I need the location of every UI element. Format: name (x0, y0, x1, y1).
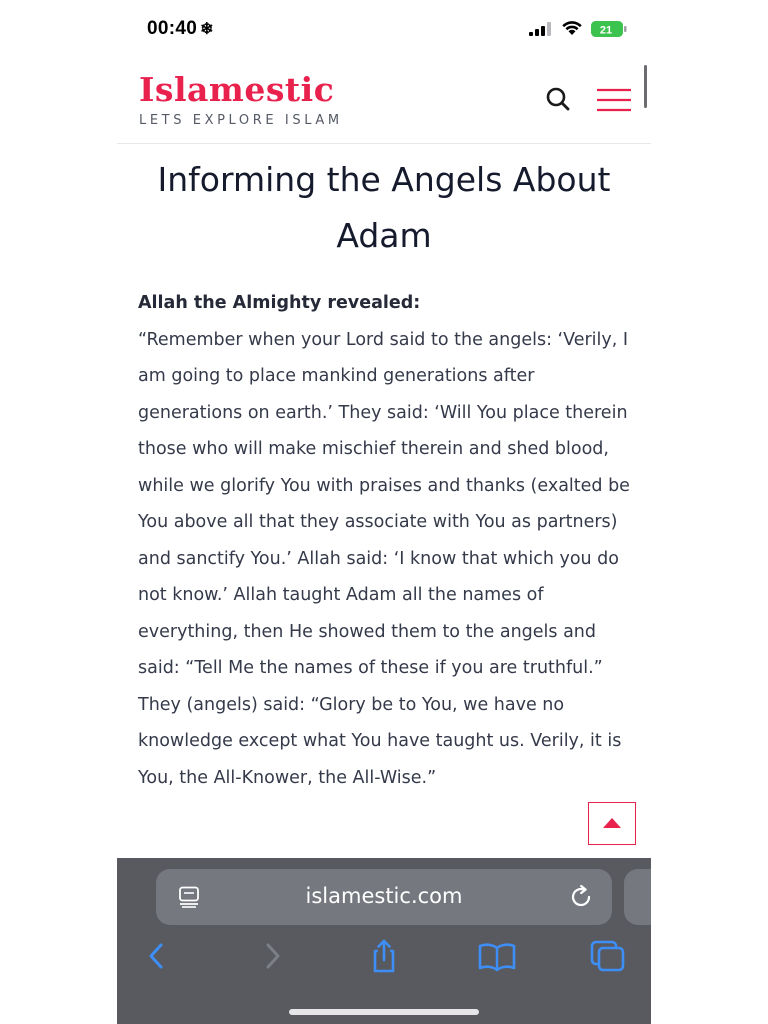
browser-toolbar (117, 858, 651, 1024)
chevron-right-icon[interactable] (252, 938, 292, 974)
back-to-top-button[interactable] (588, 802, 636, 845)
article-body (138, 285, 638, 796)
phone-screen (117, 0, 651, 1024)
scroll-indicator[interactable] (644, 65, 647, 108)
status-time (147, 18, 214, 40)
share-icon[interactable] (364, 938, 404, 974)
battery-icon (591, 21, 627, 37)
article-title: Informing the Angels About Adam (157, 160, 611, 255)
chevron-left-icon[interactable] (137, 938, 177, 974)
article-paragraph: “Remember when your Lord said to the angels: ‘Verily, I am going to place mankind generations after generations on earth.’ They said: ‘Will You place therein those who will make mischief therein and shed blood, while we glorify You with praises and thanks (exalted be You above all that they associate with You as partners) and sanctify You.’ Allah said: ‘I know that which you do not know.’ Allah taught Adam all the names of everything, then He showed them to the angels and said: “Tell Me the names of these if you are truthful.” They (angels) said: “Glory be to You, we have no knowledge except what You have taught us. Verily, it is You, the All-Knower, the All-Wise.” (138, 329, 630, 788)
book-icon[interactable] (477, 938, 517, 974)
search-icon[interactable] (545, 86, 571, 112)
battery-level: 21 (599, 24, 613, 37)
tabs-icon[interactable] (588, 938, 628, 974)
address-bar[interactable] (156, 869, 612, 925)
wifi-icon (561, 20, 583, 36)
hamburger-menu-icon[interactable] (597, 88, 631, 112)
clock-time: 00:40 (147, 18, 198, 39)
address-url[interactable]: islamestic.com (305, 884, 463, 908)
site-tagline: LETS EXPLORE ISLAM (139, 113, 343, 128)
site-header (117, 60, 651, 144)
home-indicator[interactable] (289, 1009, 479, 1015)
reload-icon[interactable] (568, 884, 594, 910)
article-lead: Allah the Almighty revealed: (138, 293, 421, 313)
arrow-up-icon (603, 818, 621, 828)
site-logo[interactable]: Islamestic (139, 70, 335, 109)
snowflake-icon: ❄ (200, 21, 214, 38)
cellular-signal-icon (529, 22, 553, 36)
next-tab-address-bar[interactable] (624, 869, 651, 925)
status-bar (117, 0, 651, 60)
